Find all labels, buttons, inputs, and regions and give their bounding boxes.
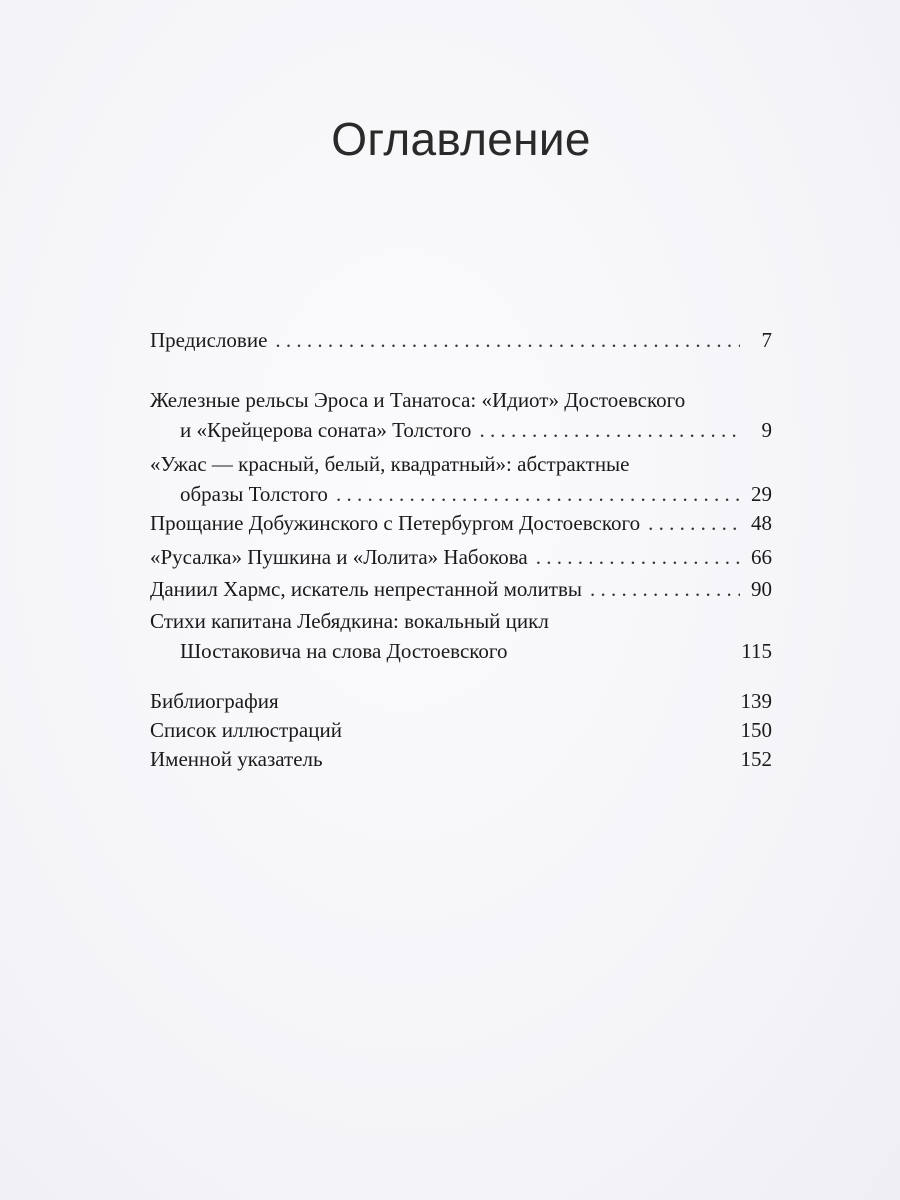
toc-entry-tolstoy-abstract[interactable] (150, 449, 772, 509)
toc-entry-page: 48 (751, 511, 772, 535)
toc-entry-page: 152 (740, 747, 772, 771)
toc-entry-title: Стихи капитана Лебядкина: вокальный цикл (150, 609, 549, 633)
page-title: Оглавление (331, 113, 591, 165)
dot-leader (648, 508, 740, 538)
toc-entry-kharms[interactable] (150, 574, 772, 604)
toc-entry-page: 150 (740, 718, 772, 742)
dot-leader (479, 415, 740, 445)
toc-entry-page: 29 (751, 482, 772, 506)
toc-entry-name-index[interactable] (150, 744, 772, 774)
dot-leader (536, 542, 740, 572)
toc-entry-rusalka-lolita[interactable] (150, 542, 772, 572)
toc-entry-page: 9 (761, 418, 772, 442)
toc-entry-page: 139 (740, 689, 772, 713)
toc-entry-idiot-kreutzer[interactable] (150, 385, 772, 445)
toc-entry-title: «Ужас — красный, белый, квадратный»: абстрактные (150, 452, 630, 476)
toc-entry-title-continued: и «Крейцерова соната» Толстого (180, 418, 472, 442)
table-of-contents (150, 0, 772, 1200)
toc-entry-illustrations[interactable] (150, 715, 772, 745)
toc-entry-title: Предисловие (150, 328, 268, 352)
toc-entry-title: «Русалка» Пушкина и «Лолита» Набокова (150, 545, 528, 569)
dot-leader (336, 479, 740, 509)
toc-entry-title: Библиография (150, 689, 279, 713)
toc-entry-page: 115 (741, 639, 772, 663)
toc-entry-page: 7 (761, 328, 772, 352)
toc-entry-bibliography[interactable] (150, 686, 772, 716)
toc-entry-page: 90 (751, 577, 772, 601)
toc-entry-preface[interactable] (150, 325, 772, 355)
toc-entry-title-continued: образы Толстого (180, 482, 328, 506)
toc-entry-title-continued: Шостаковича на слова Достоевского (180, 639, 508, 663)
toc-entry-title: Даниил Хармс, искатель непрестанной молитвы (150, 577, 583, 601)
toc-entry-title: Именной указатель (150, 747, 323, 771)
toc-entry-dobuzhinsky[interactable] (150, 508, 772, 538)
toc-entry-title: Список иллюстраций (150, 718, 342, 742)
toc-entry-title: Прощание Добужинского с Петербургом Достоевского (150, 511, 641, 535)
dot-leader (590, 574, 740, 604)
toc-entry-page: 66 (751, 545, 772, 569)
dot-leader (275, 325, 740, 355)
toc-entry-title: Железные рельсы Эроса и Танатоса: «Идиот» Достоевского (150, 388, 686, 412)
toc-entry-lebyadkin[interactable] (150, 606, 772, 666)
